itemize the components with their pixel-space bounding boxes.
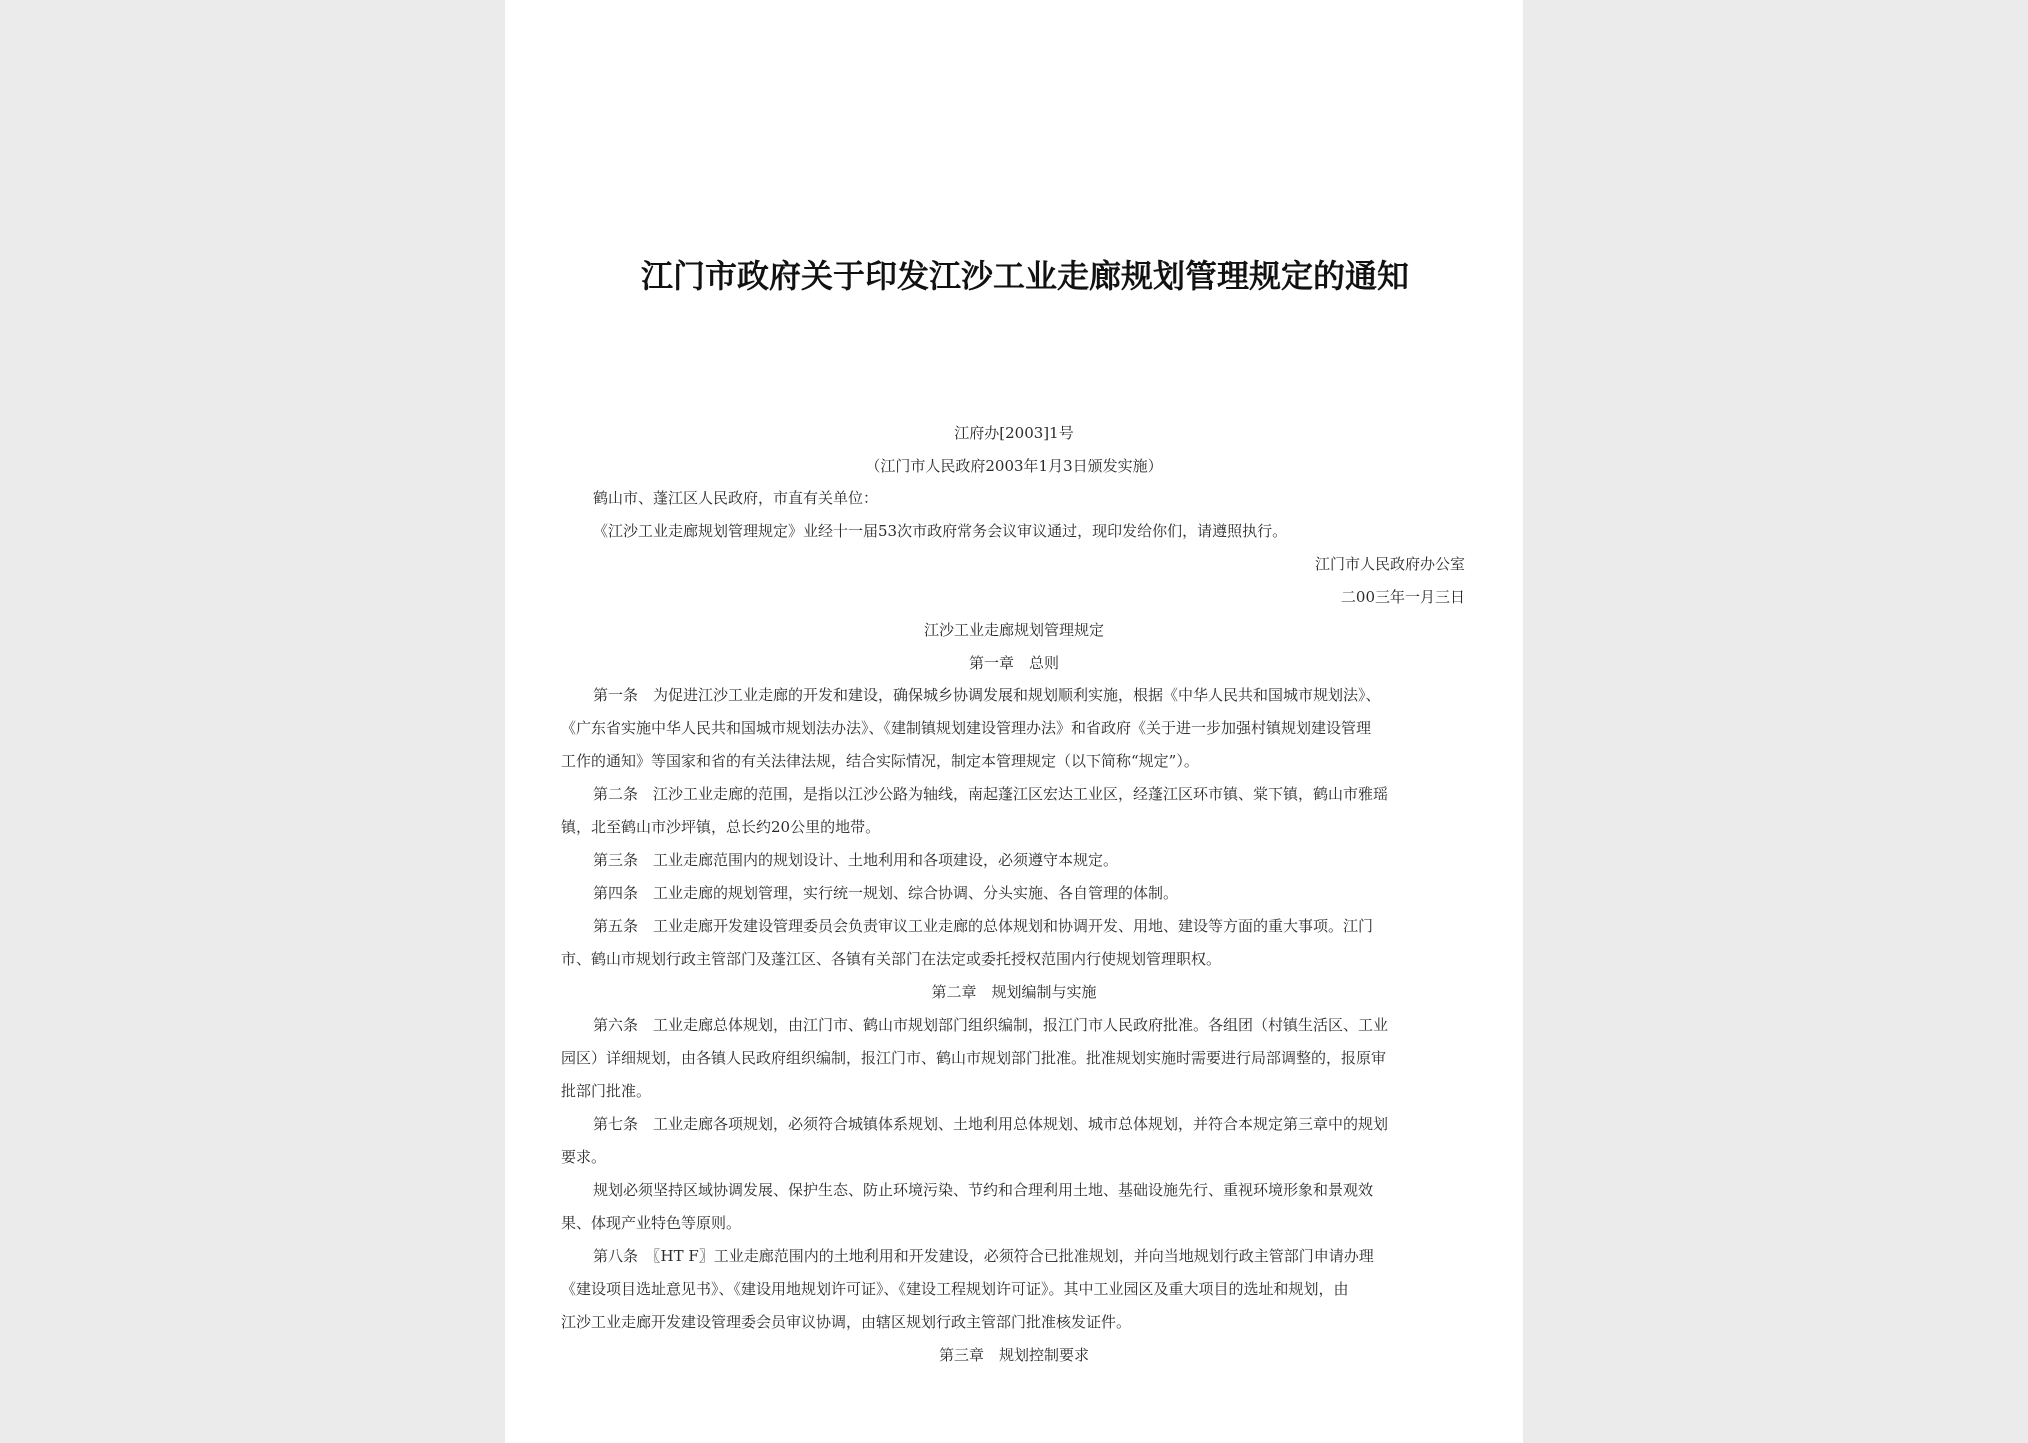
article-line: 第七条 工业走廊各项规划，必须符合城镇体系规划、土地利用总体规划、城市总体规划，并符合本规定第三章中的规划 — [593, 1115, 1389, 1133]
document-number: 江府办[2003]1号 — [954, 424, 1074, 442]
article-line: 第六条 工业走廊总体规划，由江门市、鹤山市规划部门组织编制，报江门市人民政府批准。各组团（村镇生活区、工业 — [593, 1016, 1389, 1034]
article-line: 第二条 江沙工业走廊的范围，是指以江沙公路为轴线，南起蓬江区宏达工业区，经蓬江区环市镇、棠下镇，鹤山市雅瑶 — [593, 785, 1389, 803]
article-line: 工作的通知》等国家和省的有关法律法规，结合实际情况，制定本管理规定（以下简称“规定”）。 — [561, 752, 1199, 770]
paragraph-line: 果、体现产业特色等原则。 — [561, 1214, 742, 1232]
article-line: 江沙工业走廊开发建设管理委会员审议协调，由辖区规划行政主管部门批准核发证件。 — [561, 1313, 1132, 1331]
article-line: 第三条 工业走廊范围内的规划设计、土地利用和各项建设，必须遵守本规定。 — [593, 851, 1119, 869]
paragraph-line: 规划必须坚持区域协调发展、保护生态、防止环境污染、节约和合理利用土地、基础设施先行、重视环境形象和景观效 — [593, 1181, 1374, 1199]
recipients-line: 鹤山市、蓬江区人民政府，市直有关单位： — [593, 489, 879, 507]
regulation-title: 江沙工业走廊规划管理规定 — [923, 621, 1104, 639]
chapter-heading: 第一章 总则 — [968, 654, 1059, 672]
article-line: 第四条 工业走廊的规划管理，实行统一规划、综合协调、分头实施、各自管理的体制。 — [593, 884, 1179, 902]
issue-date: 二00三年一月三日 — [1340, 588, 1465, 606]
article-line: 《广东省实施中华人民共和国城市规划法办法》、《建制镇规划建设管理办法》和省政府《关于进一步加强村镇规划建设管理 — [561, 719, 1372, 737]
article-line: 第一条 为促进江沙工业走廊的开发和建设，确保城乡协调发展和规划顺利实施，根据《中华人民共和国城市规划法》、 — [593, 686, 1381, 704]
article-line: 园区）详细规划，由各镇人民政府组织编制，报江门市、鹤山市规划部门批准。批准规划实施时需要进行局部调整的，报原审 — [561, 1049, 1387, 1067]
article-line: 《建设项目选址意见书》、《建设用地规划许可证》、《建设工程规划许可证》。其中工业园区及重大项目的选址和规划，由 — [561, 1280, 1349, 1298]
article-line: 批部门批准。 — [561, 1082, 652, 1100]
article-line: 第五条 工业走廊开发建设管理委员会负责审议工业走廊的总体规划和协调开发、用地、建设等方面的重大事项。江门 — [593, 917, 1374, 935]
chapter-heading: 第三章 规划控制要求 — [938, 1346, 1089, 1364]
intro-paragraph: 《江沙工业走廊规划管理规定》业经十一届53次市政府常务会议审议通过，现印发给你们，请遵照执行。 — [593, 522, 1288, 540]
article-line: 镇，北至鹤山市沙坪镇，总长约20公里的地带。 — [561, 818, 881, 836]
article-line: 市、鹤山市规划行政主管部门及蓬江区、各镇有关部门在法定或委托授权范围内行使规划管理职权。 — [561, 950, 1222, 968]
article-line: 要求。 — [561, 1148, 607, 1166]
issuer-signature: 江门市人民政府办公室 — [1314, 555, 1465, 573]
chapter-heading: 第二章 规划编制与实施 — [931, 983, 1097, 1001]
document-page — [505, 0, 1523, 1443]
issue-note: （江门市人民政府2003年1月3日颁发实施） — [865, 457, 1163, 475]
document-title: 江门市政府关于印发江沙工业走廊规划管理规定的通知 — [640, 257, 1409, 295]
article-line: 第八条 〖HT F〗工业走廊范围内的土地利用和开发建设，必须符合已批准规划，并向当地规划行政主管部门申请办理 — [593, 1247, 1374, 1265]
